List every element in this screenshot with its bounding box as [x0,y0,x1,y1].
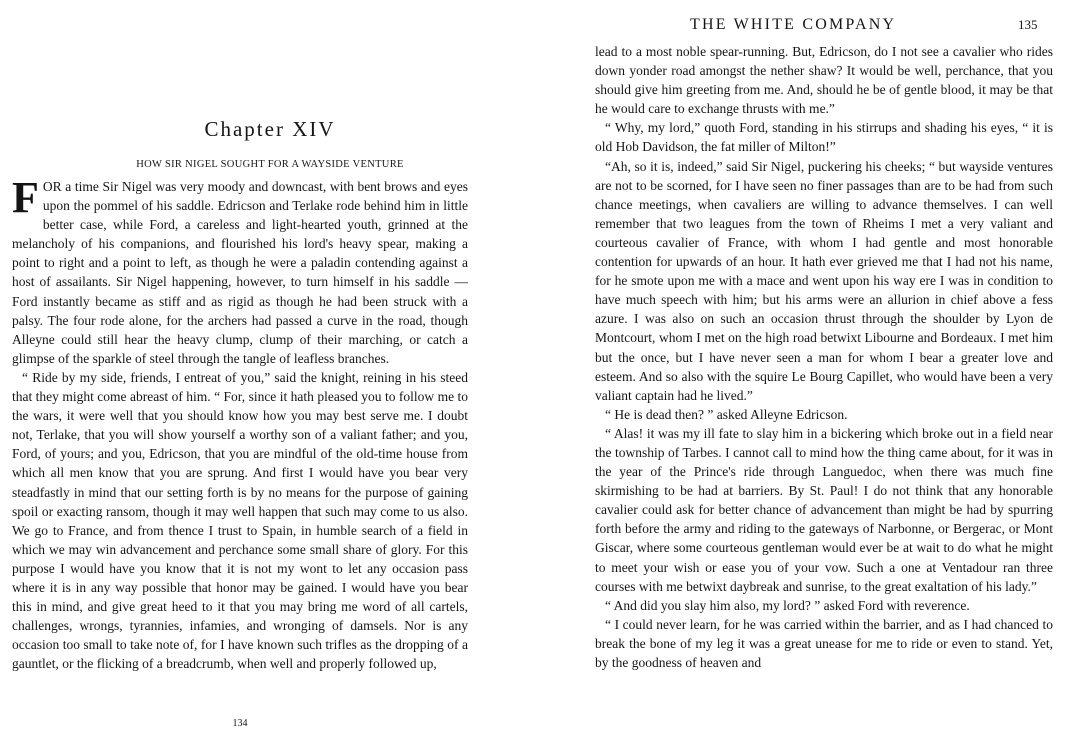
paragraph: “ Alas! it was my ill fate to slay him in a bickering which broke out in a field near the township of Tarbes. I cannot call to mind how the thing came about, for it was in the year of the Prince's ride through Languedoc, when there was much fine skirmishing to be had at barriers. By St. Paul! I do not think that any honorable cavalier could ask for better chance of advancement than might be had by spurring forth before the army and riding to the gateways of Narbonne, or Bergerac, or Mont Giscar, where some courteous gentleman would ever be at wait to do what he might to meet your wish or ease you of your vow. Such a one at Ventadour ran three courses with me betwixt daybreak and sunrise, to the great exaltation of his lady.” [595,425,1053,594]
page-number-left: 134 [232,718,248,729]
continuation-paragraph: lead to a most noble spear-running. But, Edricson, do I not see a cavalier who rides down yonder road amongst the nether shaw? It would be well, perchance, that you should give him greeting from me. And, should he be of gentle blood, it may be that he would care to exchange thrusts with me.” [595,44,1053,117]
paragraph: “ Why, my lord,” quoth Ford, standing in his stirrups and shading his eyes, “ it is old Hob Davidson, the fat miller of Milton!” [595,120,1053,155]
chapter-title: Chapter XIV [204,117,336,141]
drop-cap: F [12,173,39,222]
right-page-body [595,42,1053,672]
paragraph: “ Ride by my side, friends, I entreat of you,” said the knight, reining in his steed that they might come abreast of him. “ For, since it hath pleased you to follow me to the wars, it were well that you should know how you may best serve me. I doubt not, Terlake, that you will show yourself a worthy son of a valiant father; and you, Ford, of yours; and you, Edricson, that you are mindful of the old-time house from which all men know that you are sprung. And first I would have you bear very steadfastly in mind that our setting forth is by no means for the purpose of gaining spoil or exacting ransom, though it may well happen that such may come to us also. We go to France, and from thence I trust to Spain, in humble search of a field in which we may win advancement and perchance some small share of glory. For this purpose I would have you know that it is not my wont to let any occasion pass where it is in any way possible that honor may be gained. I would have you bear this in mind, and give great heed to it that you may bring me word of all cartels, challenges, wrongs, tyrannies, infamies, and wronging of damsels. Nor is any occasion too small to take note of, for I have known such trifles as the dropping of a gauntlet, or the flicking of a breadcrumb, when well and properly followed up, [12,369,468,672]
paragraph: “Ah, so it is, indeed,” said Sir Nigel, puckering his cheeks; “ but wayside ventures are not to be scorned, for I have seen no finer passages than are to be had from such chance meetings, when cavaliers are willing to advance themselves. I can well remember that two leagues from the town of Rheims I met a very valiant and courteous cavalier of France, with whom I had gentle and most honorable contention for upwards of an hour. It hath ever grieved me that I had not his name, for he smote upon me with a mace and went upon his way ere I was in condition to have much speech with him; but his arms were an allurion in chief above a fess azure. I was also on such an occasion thrust through the shoulder by Lyon de Montcourt, whom I met on the high road betwixt Libourne and Bordeaux. I met him but the once, but I have never seen a man for whom I bear a greater love and esteem. And so also with the squire Le Bourg Capillet, who would have been a very valiant captain had he lived.” [595,158,1053,403]
paragraph: “ He is dead then? ” asked Alleyne Edricson. [605,406,848,422]
chapter-subtitle: HOW SIR NIGEL SOUGHT FOR A WAYSIDE VENTURE [136,159,404,170]
paragraph: “ And did you slay him also, my lord? ” asked Ford with reverence. [605,597,970,613]
paragraph: “ I could never learn, for he was carried within the barrier, and as I had chanced to break the bone of my leg it was a great unease for me to ride or even to stand. Yet, by the goodness of heaven and [595,616,1053,670]
page-number-right: 135 [1018,17,1038,32]
right-page [540,0,1080,738]
running-head: THE WHITE COMPANY [690,16,897,33]
paragraph-text: OR a time Sir Nigel was very moody and downcast, with bent brows and eyes upon the pommel of his saddle. Edricson and Terlake rode behind him in little better case, while Ford, a careless and light-hearted youth, grinned at the melancholy of his companions, and flourished his lord's heavy spear, making a point to right and a point to left, as though he were a paladin contending against a host of assailants. Sir Nigel happening, however, to turn himself in his saddle — Ford instantly became as stiff and as rigid as though he had been struck with a palsy. The four rode alone, for the archers had passed a curve in the road, though Alleyne could still hear the heavy clump, clump of their marching, or catch a glimpse of the sparkle of steel through the tangle of leafless branches. [12,179,468,366]
paragraph [12,173,468,368]
left-page-body [12,173,468,673]
